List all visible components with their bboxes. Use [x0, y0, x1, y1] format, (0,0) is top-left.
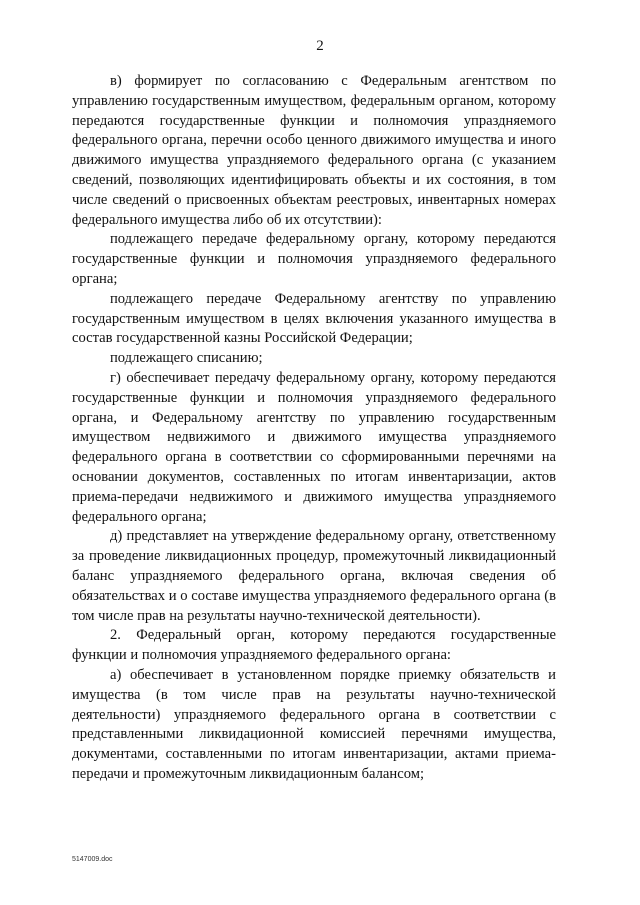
paragraph-d-interim-balance: д) представляет на утверждение федеральному органу, ответственному за проведение ликвидационных процедур, промежуточный ликвидационный баланс упраздняемого федерального органа, включая сведения об обязательствах и о составе имущества упраздняемого федерального органа (в том числе прав на результаты научно-технической деятельности). [72, 528, 556, 624]
footer-file-code: 5147009.doc [72, 856, 113, 863]
paragraph-2-federal-organ: 2. Федеральный орган, которому передаются государственные функции и полномочия упраздняемого федерального органа: [72, 627, 556, 664]
paragraph-transfer-to-agency: подлежащего передаче Федеральному агентству по управлению государственным имуществом в целях включения указанного имущества в состав государственной казны Российской Федерации; [72, 290, 556, 347]
paragraph-a-acceptance: а) обеспечивает в установленном порядке приемку обязательств и имущества (в том числе прав на результаты научно-технической деятельности) упраздняемого федерального органа в соответствии с представленными ликвидационной комиссией перечнями имущества, документами, составленными по итогам инвентаризации, актами приема-передачи и промежуточным ликвидационным балансом; [72, 666, 556, 782]
paragraph-v-forms-lists: в) формирует по согласованию с Федеральным агентством по управлению государственным имуществом, федеральным органом, которому передаются государственные функции и полномочия упраздняемого федерального органа, перечни особо ценного движимого имущества и иного движимого имущества упраздняемого федерального органа (с указанием сведений, позволяющих идентифицировать объекты и их состояния, в том числе сведений о присвоенных объектам реестровых, инвентарных номерах федерального имущества либо об их отсутствии): [72, 73, 556, 228]
paragraph-g-ensures-transfer: г) обеспечивает передачу федеральному органу, которому передаются государственные функции и полномочия упраздняемого федерального органа, и Федеральному агентству по управлению государственным имуществом недвижимого и движимого имущества упраздняемого федерального органа в соответствии со сформированными перечнями на основании документов, составленных по итогам инвентаризации, актов приема-передачи недвижимого и движимого имущества упраздняемого федерального органа; [72, 369, 556, 525]
page-number: 2 [316, 38, 324, 54]
paragraph-write-off: подлежащего списанию; [110, 350, 263, 367]
document-body [72, 72, 556, 785]
paragraph-transfer-to-federal-organ: подлежащего передаче федеральному органу, которому передаются государственные функции и полномочия упраздняемого федерального органа; [72, 231, 556, 287]
